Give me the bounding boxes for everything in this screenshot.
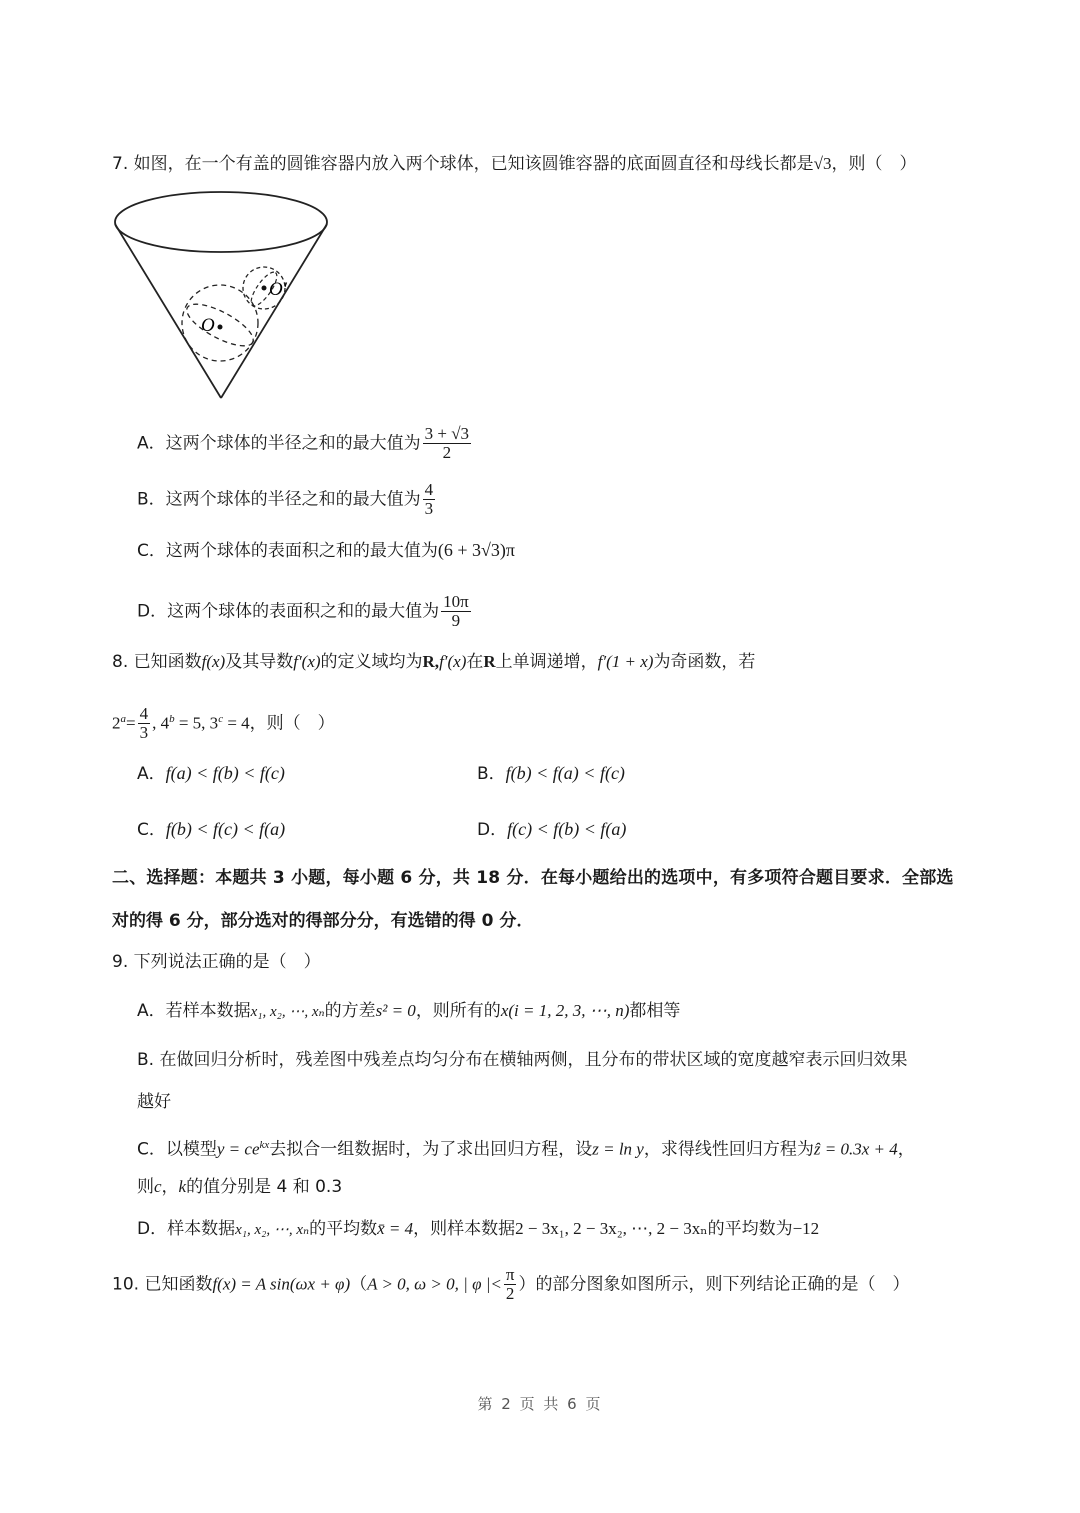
- q8-cond-b-sup: b: [169, 712, 175, 725]
- q9-d-text3: ，则样本数据: [413, 1219, 516, 1239]
- q9-a-m3: x(i = 1, 2, 3, ⋯, n): [500, 1001, 630, 1020]
- q8-stem-line2: [112, 705, 335, 742]
- q7-option-b-frac: [423, 481, 436, 518]
- q7-a-num: 3 + √3: [424, 424, 470, 443]
- q9-option-c-line1: [137, 1133, 915, 1162]
- q8-stem-line1: [112, 650, 755, 674]
- q7-option-a-text: A．这两个球体的半径之和的最大值为: [137, 433, 421, 454]
- q8-cond-den: 3: [139, 723, 149, 742]
- q9-option-c-line2: [137, 1175, 342, 1199]
- q8-l1b: 及其导数: [225, 652, 294, 672]
- q8-l1d: 在: [466, 652, 484, 672]
- q8-fx: f(x): [201, 652, 226, 671]
- q9-c-m1: y = ce: [216, 1139, 260, 1159]
- q9-c2-text2: ，: [161, 1177, 179, 1197]
- q7-label-o: O: [201, 315, 215, 336]
- q9-a-m2: s² = 0: [375, 1001, 416, 1020]
- q8-option-c: [137, 817, 285, 842]
- q7-stem-text: 7. 如图，在一个有盖的圆锥容器内放入两个球体，已知该圆锥容器的底面圆直径和母线长都是: [112, 154, 814, 174]
- q8-d-math: f(c) < f(b) < f(a): [507, 819, 627, 839]
- q7-stem-math: √3: [813, 154, 832, 173]
- q7-option-a-frac: [423, 425, 471, 462]
- q9-c-text4: ，: [897, 1139, 915, 1160]
- q8-option-d: [477, 817, 626, 842]
- q10-m2: A > 0, ω > 0, | φ |<: [367, 1274, 502, 1294]
- q8-fpx: f′(x): [293, 652, 321, 671]
- q9-c-m3: ẑ = 0.3x + 4: [813, 1139, 898, 1159]
- q7-option-c-math: (6 + 3√3)π: [437, 540, 515, 560]
- q7-d-num: 10π: [443, 592, 469, 611]
- q9-a-text3: ，则所有的: [415, 1001, 501, 1021]
- q9-d-m3: 2 − 3x₁, 2 − 3x₂, ⋯, 2 − 3xₙ: [515, 1219, 708, 1238]
- q8-l1e: 上单调递增，: [495, 652, 598, 672]
- q7-option-d: [137, 593, 473, 630]
- q8-l1c: 的定义域均为: [320, 652, 423, 672]
- q8-fpx2: f′(x): [439, 652, 467, 671]
- q8-r2: R: [483, 652, 496, 671]
- q8-b-label: B．: [477, 764, 506, 784]
- q8-a-math: f(a) < f(b) < f(c): [165, 763, 285, 783]
- q8-a-label: A．: [137, 764, 166, 784]
- q9-option-b-line1: B. 在做回归分析时，残差图中残差点均匀分布在横轴两侧，且分布的带状区域的宽度越窄表示回归效果: [137, 1050, 908, 1070]
- q8-l2-end: ，则（ ）: [249, 713, 335, 734]
- q8-cond-rest2: = 5, 3: [174, 713, 219, 733]
- q9-a-text1: A．若样本数据: [137, 1001, 251, 1021]
- q9-c2-text3: 的值分别是 4 和 0.3: [186, 1177, 343, 1197]
- q8-cond-num: 4: [139, 704, 149, 723]
- q8-cond-rest: , 4: [152, 713, 170, 733]
- q7-option-c-text: C．这两个球体的表面积之和的最大值为: [137, 541, 438, 561]
- q8-cond-rest3: = 4: [223, 713, 250, 733]
- q7-option-d-text: D．这两个球体的表面积之和的最大值为: [137, 601, 440, 622]
- q8-c-label: C．: [137, 820, 166, 840]
- q8-option-b: [477, 761, 625, 786]
- q10-text2: （: [350, 1274, 368, 1295]
- q7-a-den: 2: [442, 443, 452, 462]
- q9-c-text2: 去拟合一组数据时，为了求出回归方程，设: [269, 1139, 593, 1160]
- q7-label-o1: O′: [269, 279, 287, 300]
- section2-heading-line2: 对的得 6 分，部分选对的得部分分，有选错的得 0 分．: [112, 911, 534, 931]
- q9-a-text2: 的方差: [324, 1001, 376, 1021]
- q7-option-a: [137, 425, 473, 462]
- q7-option-c: [137, 538, 515, 563]
- q8-r1: R,: [422, 652, 440, 671]
- q9-c2-m2: k: [178, 1177, 187, 1196]
- q9-c-m2: z = ln y: [592, 1139, 644, 1159]
- q7-cone-figure: [108, 188, 334, 404]
- q10-den: 2: [505, 1284, 515, 1303]
- q8-fp1x: f′(1 + x): [597, 652, 654, 671]
- q9-c-text3: ，求得线性回归方程为: [643, 1139, 814, 1160]
- q9-a-text4: 都相等: [629, 1001, 681, 1021]
- q8-d-label: D．: [477, 820, 508, 840]
- q8-l1f: 为奇函数，若: [653, 652, 756, 672]
- section2-heading-line1: 二、选择题：本题共 3 小题，每小题 6 分，共 18 分．在每小题给出的选项中，有多项符合题目要求．全部选: [112, 868, 954, 888]
- q8-cond-a-sup: a: [120, 712, 126, 725]
- q10-num: π: [505, 1265, 515, 1284]
- q8-option-a: [137, 761, 285, 786]
- q9-d-m1: x₁, x₂, ⋯, xₙ: [235, 1222, 310, 1238]
- q7-b-num: 4: [424, 480, 434, 499]
- q9-option-a: [137, 999, 680, 1024]
- q9-c-text1: C．以模型: [137, 1139, 217, 1160]
- q7-stem-end: ，则（ ）: [831, 154, 917, 174]
- q7-option-b-text: B．这两个球体的半径之和的最大值为: [137, 489, 421, 510]
- q7-option-d-frac: [441, 593, 471, 630]
- q8-l1a: 8. 已知函数: [112, 652, 202, 672]
- q7-stem: [112, 152, 916, 176]
- q10-text1: 10. 已知函数: [112, 1274, 213, 1295]
- q9-stem: 9. 下列说法正确的是（ ）: [112, 952, 321, 972]
- q8-c-math: f(b) < f(c) < f(a): [165, 819, 286, 839]
- q8-cond-eq: =: [126, 713, 136, 733]
- q9-option-d: [137, 1217, 819, 1242]
- q9-d-text4: 的平均数为: [707, 1219, 793, 1239]
- q10-frac: [504, 1266, 517, 1303]
- q9-c2-m1: c: [154, 1177, 162, 1196]
- q7-d-den: 9: [451, 611, 461, 630]
- q8-cond-a: 2: [112, 713, 121, 733]
- q8-cond-c-sup: c: [218, 712, 224, 725]
- q9-d-text2: 的平均数: [309, 1219, 378, 1239]
- q9-c2-text1: 则: [137, 1177, 154, 1197]
- q9-option-b-line2: 越好: [137, 1092, 171, 1112]
- q7-b-den: 3: [424, 499, 434, 518]
- q9-d-m2: x̄ = 4: [377, 1219, 414, 1238]
- q8-b-math: f(b) < f(a) < f(c): [505, 763, 625, 783]
- q9-d-m4: −12: [792, 1219, 820, 1238]
- q7-option-b: [137, 481, 437, 518]
- q9-c-m1-sup: kx: [259, 1139, 270, 1151]
- q10-stem: [112, 1266, 909, 1303]
- q8-cond-frac: [138, 705, 151, 742]
- page-footer: 第 2 页 共 6 页: [477, 1395, 603, 1413]
- q9-a-m1: x₁, x₂, ⋯, xₙ: [250, 1004, 325, 1020]
- q9-d-text1: D．样本数据: [137, 1219, 236, 1239]
- q10-text3: ）的部分图象如图所示，则下列结论正确的是（ ）: [518, 1274, 910, 1295]
- q10-m1: f(x) = A sin(ωx + φ): [212, 1274, 351, 1294]
